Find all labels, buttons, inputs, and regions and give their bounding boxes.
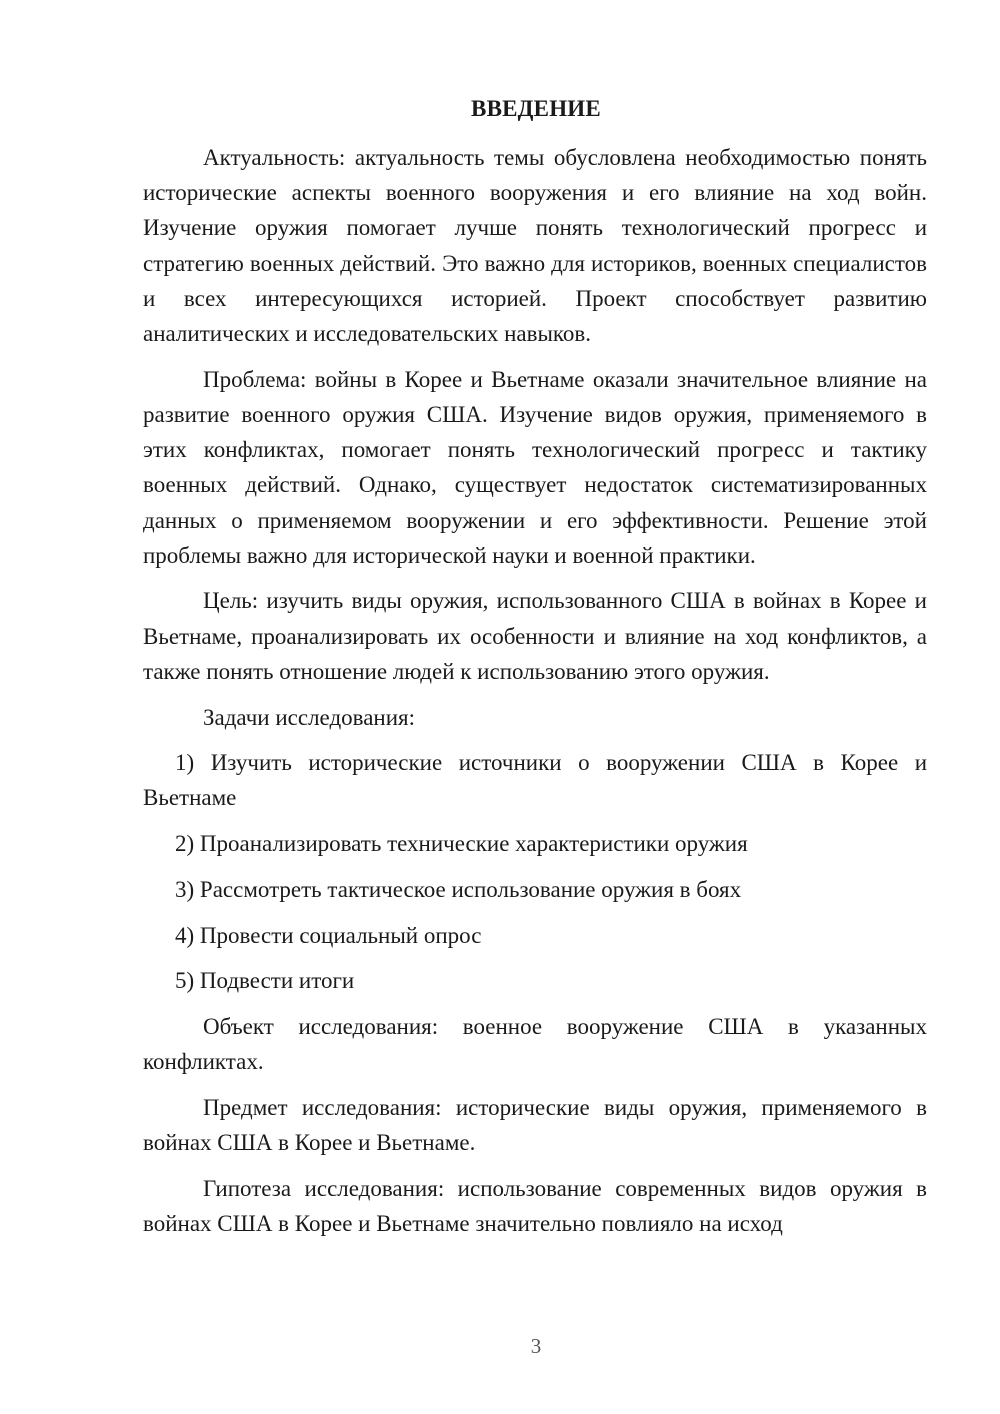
tasks-heading: Задачи исследования: — [203, 704, 416, 730]
task-item: 4) Провести социальный опрос — [175, 922, 482, 948]
hypothesis-paragraph: Гипотеза исследования: использование современных видов оружия в войнах США в Корее и Вьетнаме значительно повлияло на исход — [143, 1175, 927, 1236]
relevance-paragraph: Актуальность: актуальность темы обусловлена необходимостью понять исторические аспекты военного вооружения и его влияние на ход войн. Изучение оружия помогает лучше понять технологический прогресс и стратегию военных действий. Это важно для историков, военных специалистов и всех интересующихся историей. Проект способствует развитию аналитических и исследовательских навыков. — [143, 145, 927, 347]
section-heading: ВВЕДЕНИЕ — [471, 96, 601, 121]
task-item: 1) Изучить исторические источники о вооружении США в Корее и Вьетнаме — [143, 750, 927, 811]
task-item: 3) Рассмотреть тактическое использование оружия в боях — [175, 876, 742, 902]
object-paragraph: Объект исследования: военное вооружение США в указанных конфликтах. — [143, 1013, 927, 1075]
problem-paragraph: Проблема: войны в Корее и Вьетнаме оказали значительное влияние на развитие военного оружия США. Изучение видов оружия, применяемого в этих конфликтах, помогает понять технологический прогресс и тактику военных действий. Однако, существует недостаток систематизированных данных о применяемом вооружении и его эффективности. Решение этой проблемы важно для исторической науки и военной практики. — [143, 366, 927, 568]
task-item: 2) Проанализировать технические характеристики оружия — [175, 831, 748, 857]
page-number: 3 — [530, 1334, 542, 1358]
subject-paragraph: Предмет исследования: исторические виды оружия, применяемого в войнах США в Корее и Вьетнаме. — [143, 1094, 927, 1156]
goal-paragraph: Цель: изучить виды оружия, использованного США в войнах в Корее и Вьетнаме, проанализировать их особенности и влияние на ход конфликтов, а также понять отношение людей к использованию этого оружия. — [143, 588, 927, 684]
task-item: 5) Подвести итоги — [175, 968, 355, 994]
document-body — [143, 140, 927, 1252]
